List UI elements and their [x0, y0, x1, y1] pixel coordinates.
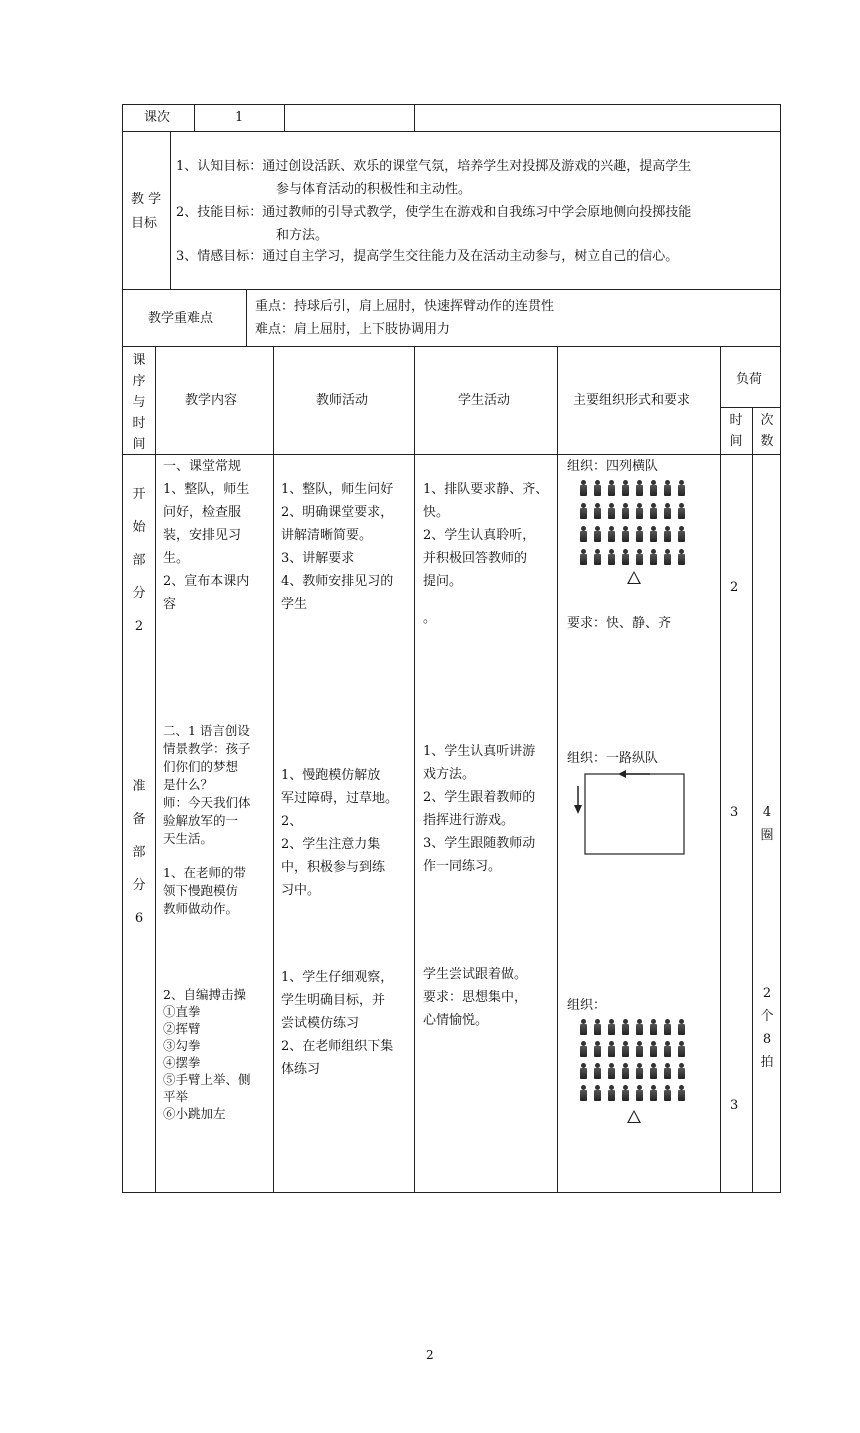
- goals-label-1: 教 学: [131, 192, 162, 207]
- section1-student-dot: 。: [423, 611, 437, 626]
- loop-diagram: [570, 768, 690, 858]
- section1-org-title: 组织：四列横队: [567, 459, 659, 474]
- teacher-position-icon-2: [627, 1110, 641, 1123]
- col-time-header: 时 间: [729, 413, 743, 449]
- section2-content-b: 1、在老师的带 领下慢跑模仿 教师做动作。: [163, 865, 246, 916]
- col-count-header: 次 数: [760, 413, 774, 449]
- section2-count-a: 4 圈: [760, 805, 774, 843]
- goal-1-line-1: 1、认知目标：通过创设活跃、欢乐的课堂气氛，培养学生对投掷及游戏的兴趣，提高学生: [176, 159, 692, 174]
- section2-student-c: 学生尝试跟着做。 要求：思想集中， 心情愉悦。: [423, 967, 528, 1028]
- col-teacher-header: 教师活动: [316, 393, 369, 408]
- section1-content: 一、课堂常规 1、整队，师生 问好，检查服 装，安排见习 生。 2、宣布本课内 容: [163, 459, 250, 612]
- section2-time-a: 3: [730, 805, 739, 820]
- col-student-header: 学生活动: [458, 393, 511, 408]
- section2-student-a: 1、学生认真听讲游 戏方法。 2、学生跟着教师的 指挥进行游戏。 3、学生跟随教师动 作一同练习。: [423, 744, 536, 874]
- section2-content-c: 2、自编搏击操 ①直拳 ②挥臂 ③勾拳 ④摆拳 ⑤手臂上举、侧 平举 ⑥小跳加左: [163, 987, 251, 1121]
- goals-label-2: 目标: [131, 216, 158, 231]
- lesson-label: 课次: [144, 110, 171, 125]
- key-point-text: 重点：持球后引，肩上屈肘，快速挥臂动作的连贯性: [255, 299, 555, 314]
- section2-teacher-a: 1、慢跑模仿解放 军过障碍，过草地。 2、 2、学生注意力集 中，积极参与到练 习中。: [281, 768, 399, 898]
- section2-org-c: 组织：: [567, 998, 607, 1013]
- section2-org-a: 组织：一路纵队: [567, 751, 659, 766]
- key-points-label: 教学重难点: [148, 311, 214, 326]
- goal-3-line-1: 3、情感目标：通过自主学习，提高学生交往能力及在活动主动参与，树立自己的信心。: [176, 249, 679, 264]
- section1-label: 开 始 部 分 2: [132, 487, 146, 634]
- goal-1-line-2: 参与体育活动的积极性和主动性。: [276, 182, 472, 197]
- difficulty-text: 难点：肩上屈肘，上下肢协调用力: [255, 322, 451, 337]
- section1-student: 1、排队要求静、齐、 快。 2、学生认真聆听， 并积极回答教师的 提问。: [423, 482, 549, 589]
- col-sequence-header: 课 序 与 时 间: [132, 353, 146, 452]
- goal-2-line-1: 2、技能目标：通过教师的引导式教学，使学生在游戏和自我练习中学会原地侧向投掷技能: [176, 205, 692, 220]
- lesson-row: [122, 104, 781, 132]
- section2-time-c: 3: [730, 1098, 739, 1113]
- teacher-position-icon: [627, 571, 641, 584]
- col-load-header: 负荷: [736, 372, 763, 387]
- section2-content-a: 二、1 语言创设 情景教学：孩子 们你们的梦想 是什么？ 师：今天我们体 验解放军的一 天生活。: [163, 723, 251, 846]
- section2-label: 准 备 部 分 6: [132, 779, 146, 926]
- page-number: 2: [426, 1348, 434, 1362]
- col-organization-header: 主要组织形式和要求: [573, 393, 691, 408]
- col-content-header: 教学内容: [185, 393, 238, 408]
- section2-teacher-c: 1、学生仔细观察， 学生明确目标，并 尝试模仿练习 2、在老师组织下集 体练习: [281, 970, 394, 1077]
- goal-2-line-2: 和方法。: [276, 228, 329, 243]
- section1-time: 2: [730, 580, 739, 595]
- section1-teacher: 1、整队，师生问好 2、明确课堂要求， 讲解清晰简要。 3、讲解要求 4、教师安排见习的 学生: [281, 482, 394, 612]
- section1-org-requirement: 要求：快、静、齐: [567, 616, 672, 631]
- lesson-number: 1: [235, 110, 244, 125]
- section2-count-c: 2 个 8 拍: [760, 986, 774, 1070]
